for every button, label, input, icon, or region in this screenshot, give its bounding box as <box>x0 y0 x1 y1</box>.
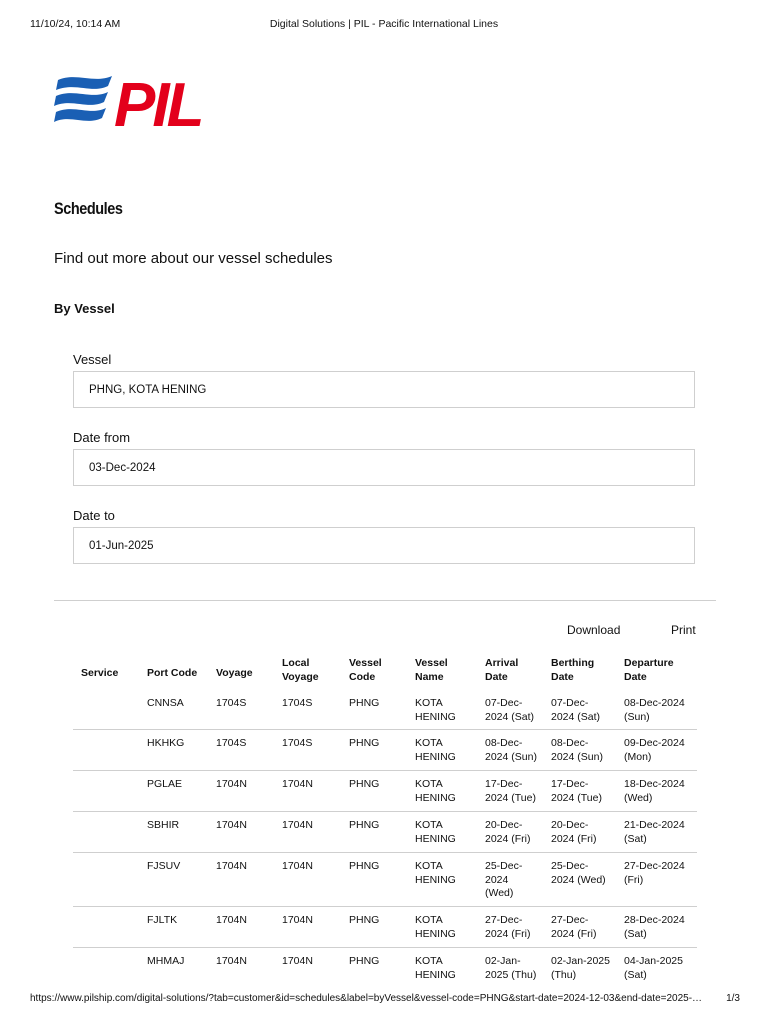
cell-departure-date: 18-Dec-2024 (Wed) <box>624 778 685 804</box>
cell-vessel-name: KOTA HENING <box>415 819 456 845</box>
cell-berthing-date: 20-Dec-2024 (Fri) <box>551 819 597 845</box>
print-button[interactable]: Print <box>671 623 696 637</box>
cell-port-code: SBHIR <box>147 819 180 831</box>
cell-vessel-name: KOTA HENING <box>415 737 456 763</box>
cell-voyage: 1704N <box>216 819 247 831</box>
cell-local-voyage: 1704S <box>282 737 313 749</box>
cell-local-voyage: 1704N <box>282 955 313 967</box>
download-button[interactable]: Download <box>567 623 621 637</box>
table-row <box>73 948 697 988</box>
cell-voyage: 1704N <box>216 914 247 926</box>
cell-port-code: MHMAJ <box>147 955 185 967</box>
cell-arrival-date: 20-Dec-2024 (Fri) <box>485 819 531 845</box>
cell-vessel-name: KOTA HENING <box>415 914 456 940</box>
cell-arrival-date: 27-Dec-2024 (Fri) <box>485 914 531 940</box>
header-port-code: Port Code <box>147 667 198 679</box>
cell-departure-date: 04-Jan-2025 (Sat) <box>624 955 683 981</box>
cell-voyage: 1704N <box>216 860 247 872</box>
cell-voyage: 1704S <box>216 737 247 749</box>
cell-berthing-date: 08-Dec-2024 (Sun) <box>551 737 603 763</box>
cell-local-voyage: 1704N <box>282 914 313 926</box>
cell-voyage: 1704N <box>216 955 247 967</box>
section-title: By Vessel <box>54 301 115 316</box>
cell-vessel-code: PHNG <box>349 697 380 709</box>
cell-berthing-date: 07-Dec-2024 (Sat) <box>551 697 601 723</box>
table-header <box>73 656 697 690</box>
date-from-field[interactable]: 03-Dec-2024 <box>73 449 695 486</box>
header-departure-date: Departure Date <box>624 657 674 683</box>
cell-arrival-date: 25-Dec-2024 (Wed) <box>485 860 523 899</box>
wave-icon <box>54 76 112 122</box>
cell-vessel-code: PHNG <box>349 914 380 926</box>
pil-logo[interactable] <box>54 70 226 134</box>
cell-berthing-date: 27-Dec-2024 (Fri) <box>551 914 597 940</box>
cell-vessel-code: PHNG <box>349 737 380 749</box>
cell-port-code: FJLTK <box>147 914 178 926</box>
cell-vessel-code: PHNG <box>349 819 380 831</box>
header-service: Service <box>81 667 119 679</box>
cell-voyage: 1704S <box>216 697 247 709</box>
page-title: Schedules <box>54 199 123 218</box>
cell-arrival-date: 08-Dec-2024 (Sun) <box>485 737 537 763</box>
print-title: Digital Solutions | PIL - Pacific International Lines <box>269 18 499 30</box>
cell-arrival-date: 07-Dec-2024 (Sat) <box>485 697 535 723</box>
date-to-label: Date to <box>73 508 115 523</box>
date-to-field[interactable]: 01-Jun-2025 <box>73 527 695 564</box>
header-berthing-date: Berthing Date <box>551 657 595 683</box>
cell-vessel-name: KOTA HENING <box>415 955 456 981</box>
header-arrival-date: Arrival Date <box>485 657 519 683</box>
cell-local-voyage: 1704S <box>282 697 313 709</box>
cell-departure-date: 08-Dec-2024 (Sun) <box>624 697 685 723</box>
cell-berthing-date: 25-Dec-2024 (Wed) <box>551 860 606 886</box>
table-row <box>73 690 697 730</box>
cell-departure-date: 27-Dec-2024 (Fri) <box>624 860 685 886</box>
cell-arrival-date: 17-Dec-2024 (Tue) <box>485 778 536 804</box>
table-row <box>73 771 697 812</box>
table-row <box>73 730 697 771</box>
cell-vessel-name: KOTA HENING <box>415 860 456 886</box>
date-from-label: Date from <box>73 430 131 445</box>
page-number: 1/3 <box>726 993 740 1004</box>
cell-vessel-code: PHNG <box>349 955 380 967</box>
logo-text: PIL <box>114 71 202 134</box>
cell-voyage: 1704N <box>216 778 247 790</box>
cell-local-voyage: 1704N <box>282 819 313 831</box>
cell-arrival-date: 02-Jan-2025 (Thu) <box>485 955 537 981</box>
cell-local-voyage: 1704N <box>282 860 313 872</box>
print-datetime: 11/10/24, 10:14 AM <box>30 18 121 30</box>
header-voyage: Voyage <box>216 667 253 679</box>
cell-departure-date: 09-Dec-2024 (Mon) <box>624 737 685 763</box>
cell-vessel-name: KOTA HENING <box>415 697 456 723</box>
page-subtitle: Find out more about our vessel schedules <box>54 250 333 267</box>
cell-port-code: FJSUV <box>147 860 181 872</box>
cell-berthing-date: 02-Jan-2025 (Thu) <box>551 955 610 981</box>
cell-port-code: HKHKG <box>147 737 185 749</box>
page-url: https://www.pilship.com/digital-solutions/?tab=customer&id=schedules&label=byVessel&vessel-code=PHNG&start-date=2024-12-03&end-date=2025-… <box>30 993 703 1004</box>
cell-vessel-code: PHNG <box>349 778 380 790</box>
header-vessel-code: Vessel Code <box>349 657 382 683</box>
schedule-table <box>73 656 697 988</box>
cell-vessel-name: KOTA HENING <box>415 778 456 804</box>
cell-departure-date: 28-Dec-2024 (Sat) <box>624 914 685 940</box>
table-row <box>73 812 697 853</box>
cell-local-voyage: 1704N <box>282 778 313 790</box>
divider <box>54 600 716 601</box>
print-header <box>0 18 768 34</box>
vessel-field[interactable]: PHNG, KOTA HENING <box>73 371 695 408</box>
table-row <box>73 907 697 948</box>
cell-departure-date: 21-Dec-2024 (Sat) <box>624 819 685 845</box>
header-vessel-name: Vessel Name <box>415 657 448 683</box>
vessel-label: Vessel <box>73 352 112 367</box>
cell-port-code: CNNSA <box>147 697 184 709</box>
cell-vessel-code: PHNG <box>349 860 380 872</box>
header-local-voyage: Local Voyage <box>282 657 319 683</box>
table-row <box>73 853 697 907</box>
cell-berthing-date: 17-Dec-2024 (Tue) <box>551 778 602 804</box>
cell-port-code: PGLAE <box>147 778 183 790</box>
